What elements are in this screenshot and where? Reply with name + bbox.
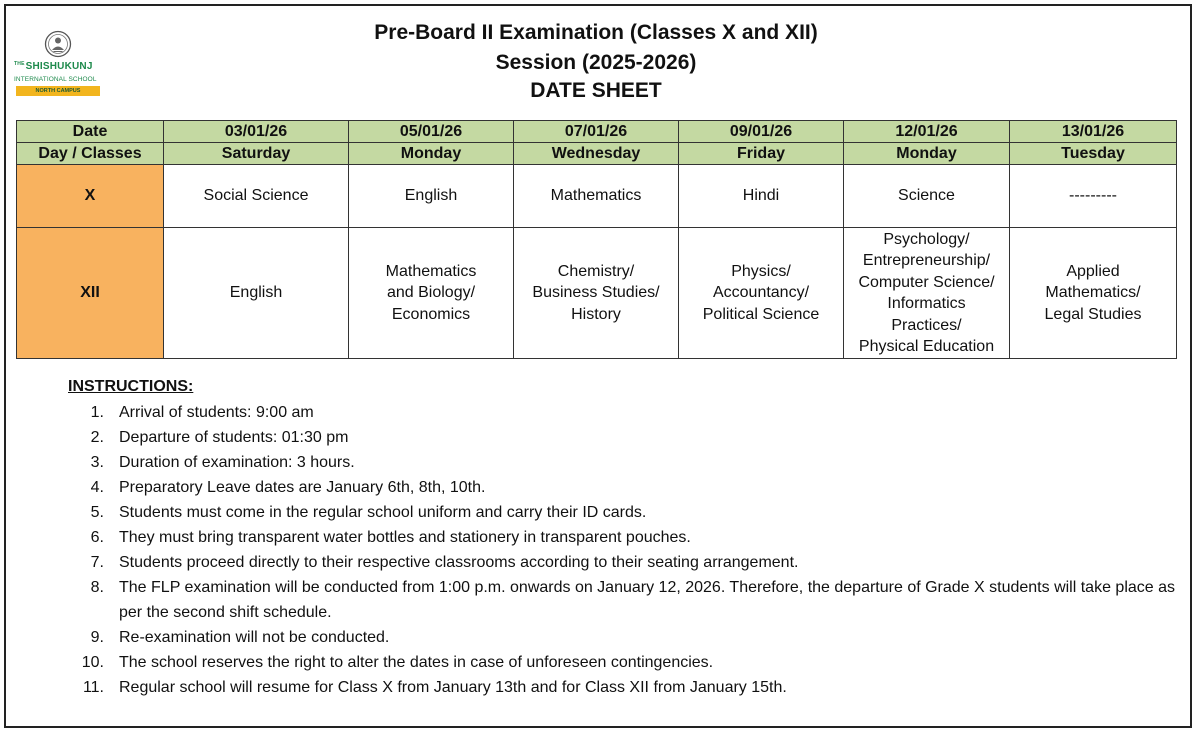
instruction-text: Preparatory Leave dates are January 6th, 8th, 10th.	[119, 479, 486, 496]
subject-line: Political Science	[702, 305, 820, 323]
subject-line: Practices/	[891, 316, 962, 334]
instruction-number: 2.	[90, 429, 104, 446]
subject-line: Mathematics	[385, 262, 477, 280]
instruction-number: 7.	[90, 554, 104, 571]
date-label: Date	[17, 121, 164, 143]
day-row	[17, 143, 1177, 165]
subject-line: Entrepreneurship/	[862, 252, 991, 269]
date-row	[17, 121, 1177, 143]
subject-line: English	[229, 284, 283, 302]
subject-line: Informatics	[887, 295, 966, 312]
subject-cell	[514, 228, 679, 359]
subject-line: and Biology/	[386, 284, 476, 302]
instruction-item	[68, 400, 1178, 425]
instruction-item	[68, 675, 1178, 700]
instruction-number: 8.	[90, 579, 104, 596]
instruction-item	[68, 650, 1178, 675]
instruction-text: Students must come in the regular school uniform and carry their ID cards.	[119, 504, 647, 521]
date-cell: 07/01/26	[514, 121, 679, 143]
date-sheet-table	[16, 120, 1177, 359]
instruction-text: The school reserves the right to alter the dates in case of unforeseen contingencies.	[119, 654, 714, 671]
instruction-item	[68, 575, 1178, 625]
subject-cell	[844, 228, 1010, 359]
subject-cell: Mathematics	[514, 165, 679, 228]
instruction-number: 5.	[90, 504, 104, 521]
subject-line: Physics/	[731, 262, 791, 280]
day-classes-label: Day / Classes	[17, 143, 164, 165]
session-title: Session (2025-2026)	[495, 51, 697, 74]
instructions-title: INSTRUCTIONS:	[68, 378, 194, 395]
subject-cell	[1010, 228, 1177, 359]
school-name: $^{THE}$SHISHUKUNJ	[14, 61, 93, 72]
day-cell: Wednesday	[514, 143, 679, 165]
instruction-text: Students proceed directly to their respective classrooms according to their seating arrangement.	[119, 554, 799, 571]
date-cell: 03/01/26	[164, 121, 349, 143]
subject-line: Legal Studies	[1044, 305, 1142, 323]
instruction-text: Re-examination will not be conducted.	[119, 629, 390, 646]
class-label: X	[17, 165, 164, 228]
subject-cell: Hindi	[679, 165, 844, 228]
instruction-number: 4.	[90, 479, 104, 496]
instructions-list	[68, 400, 1178, 700]
date-cell: 05/01/26	[349, 121, 514, 143]
subject-line: Mathematics/	[1045, 284, 1141, 302]
subject-line: Chemistry/	[557, 262, 635, 280]
class-xii-row	[17, 228, 1177, 359]
instruction-item	[68, 475, 1178, 500]
instruction-number: 1.	[90, 404, 104, 421]
subject-line: Business Studies/	[532, 284, 660, 302]
subject-line: Psychology/	[883, 230, 970, 248]
instruction-text: They must bring transparent water bottles and stationery in transparent pouches.	[119, 529, 691, 546]
subject-cell: English	[349, 165, 514, 228]
instruction-text: Departure of students: 01:30 pm	[119, 429, 349, 446]
day-cell: Monday	[844, 143, 1010, 165]
instruction-item	[68, 450, 1178, 475]
subject-line: Physical Education	[858, 338, 995, 355]
instruction-item	[68, 525, 1178, 550]
instruction-text: Arrival of students: 9:00 am	[119, 404, 314, 421]
campus-badge: NORTH CAMPUS	[16, 86, 100, 96]
day-cell: Friday	[679, 143, 844, 165]
instruction-item	[68, 500, 1178, 525]
day-cell: Saturday	[164, 143, 349, 165]
instruction-number: 6.	[90, 529, 104, 546]
day-cell: Tuesday	[1010, 143, 1177, 165]
subject-line: Economics	[391, 305, 471, 323]
subject-line: Accountancy/	[712, 284, 810, 302]
instruction-number: 9.	[90, 629, 104, 646]
class-x-row	[17, 165, 1177, 228]
instruction-number: 3.	[90, 454, 104, 471]
subject-cell	[164, 228, 349, 359]
instruction-text: Duration of examination: 3 hours.	[119, 454, 355, 471]
subject-cell: Social Science	[164, 165, 349, 228]
instruction-item	[68, 625, 1178, 650]
subject-line: Applied	[1066, 262, 1120, 280]
date-sheet-title: DATE SHEET	[530, 79, 662, 102]
instruction-item	[68, 425, 1178, 450]
subject-line: Computer Science/	[858, 273, 995, 291]
instruction-text: Regular school will resume for Class X from January 13th and for Class XII from January 15th.	[119, 679, 787, 696]
date-cell: 12/01/26	[844, 121, 1010, 143]
school-logo	[14, 30, 104, 100]
subject-cell: Science	[844, 165, 1010, 228]
school-subtitle: INTERNATIONAL SCHOOL	[14, 76, 97, 83]
school-emblem-icon	[44, 30, 72, 58]
day-cell: Monday	[349, 143, 514, 165]
subject-cell	[679, 228, 844, 359]
date-cell: 09/01/26	[679, 121, 844, 143]
instruction-number: 11.	[82, 679, 104, 696]
instruction-number: 10.	[81, 654, 104, 671]
subject-cell	[349, 228, 514, 359]
instruction-text: The FLP examination will be conducted from 1:00 p.m. onwards on January 12, 2026. Therefore, the departure of Grade X students will take place as per the second shift schedule.	[119, 579, 1176, 621]
date-cell: 13/01/26	[1010, 121, 1177, 143]
exam-title: Pre-Board II Examination (Classes X and XII)	[374, 21, 818, 44]
instruction-item	[68, 550, 1178, 575]
subject-cell: ---------	[1010, 165, 1177, 228]
class-label: XII	[17, 228, 164, 359]
subject-line: History	[571, 305, 621, 323]
